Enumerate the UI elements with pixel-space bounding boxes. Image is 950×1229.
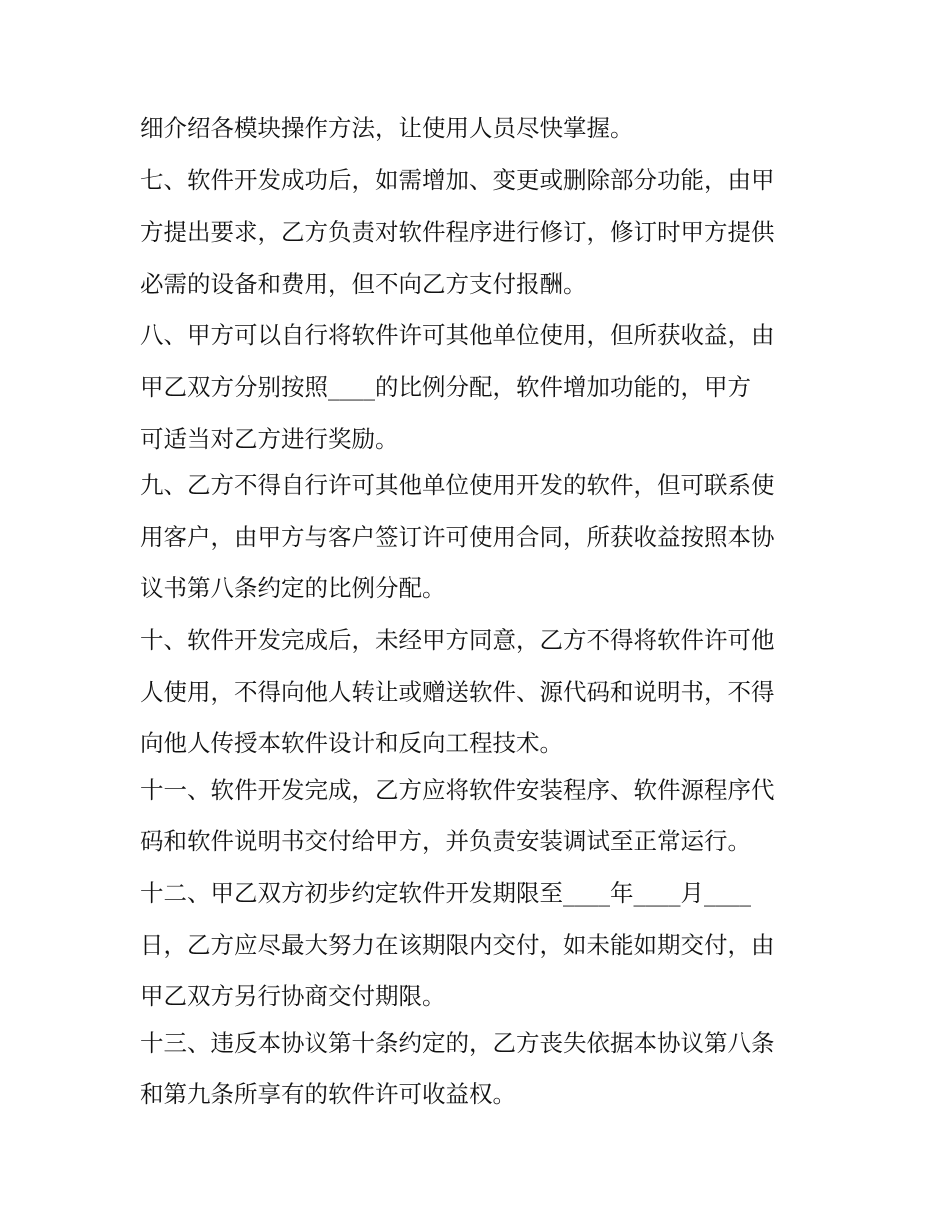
- text-line: 议书第八条约定的比例分配。: [140, 574, 446, 602]
- text-line: 十一、软件开发完成，乙方应将软件安装程序、软件源程序代: [140, 776, 775, 804]
- text-line: 七、软件开发成功后，如需增加、变更或删除部分功能，由甲: [140, 166, 775, 194]
- text-line: 向他人传授本软件设计和反向工程技术。: [140, 729, 563, 757]
- text-line: 八、甲方可以自行将软件许可其他单位使用，但所获收益，由: [140, 321, 775, 349]
- text-line: 可适当对乙方进行奖励。: [140, 425, 399, 453]
- text-line: 和第九条所享有的软件许可收益权。: [140, 1080, 516, 1108]
- text-line: 用客户，由甲方与客户签订许可使用合同，所获收益按照本协: [140, 523, 775, 551]
- text-line: 细介绍各模块操作方法，让使用人员尽快掌握。: [140, 114, 634, 142]
- text-line: 甲乙双方另行协商交付期限。: [140, 982, 446, 1010]
- text-line: 甲乙双方分别按照____的比例分配，软件增加功能的，甲方: [140, 373, 751, 401]
- text-line: 方提出要求，乙方负责对软件程序进行修订，修订时甲方提供: [140, 218, 775, 246]
- text-line: 十、软件开发完成后，未经甲方同意，乙方不得将软件许可他: [140, 626, 775, 654]
- text-line: 十二、甲乙双方初步约定软件开发期限至____年____月____: [140, 879, 751, 907]
- text-line: 九、乙方不得自行许可其他单位使用开发的软件，但可联系使: [140, 471, 775, 499]
- text-line: 人使用，不得向他人转让或赠送软件、源代码和说明书，不得: [140, 678, 775, 706]
- text-line: 必需的设备和费用，但不向乙方支付报酬。: [140, 270, 587, 298]
- text-line: 十三、违反本协议第十条约定的，乙方丧失依据本协议第八条: [140, 1029, 775, 1057]
- text-line: 码和软件说明书交付给甲方，并负责安装调试至正常运行。: [140, 827, 751, 855]
- text-line: 日，乙方应尽最大努力在该期限内交付，如未能如期交付，由: [140, 931, 775, 959]
